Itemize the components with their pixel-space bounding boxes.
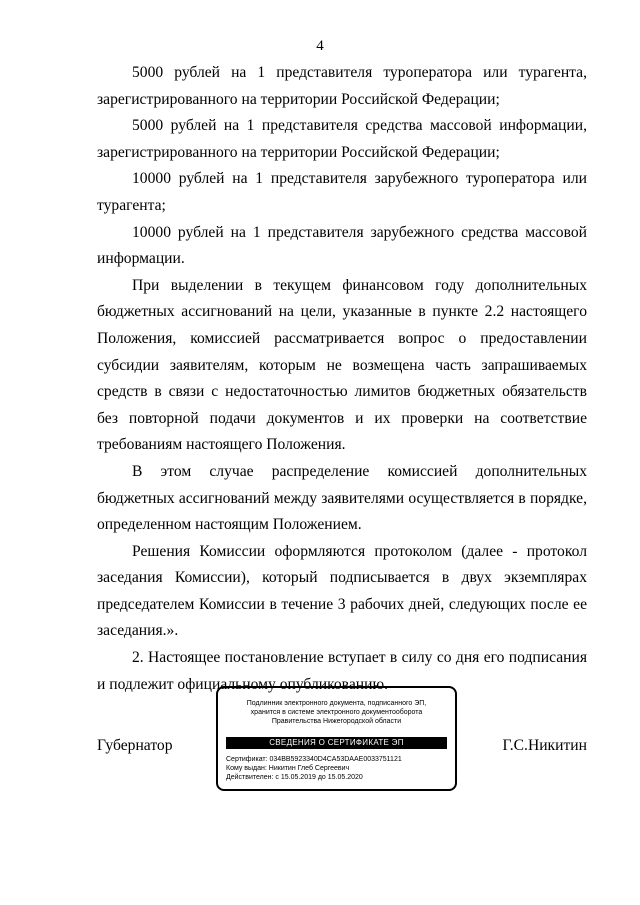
paragraph: При выделении в текущем финансовом году дополнительных бюджетных ассигнований на цели, указанные в пункте 2.2 настоящего Положения, комиссией рассматривается вопрос о предоставлении субсидии заявителям, которым не возмещена часть запрашиваемых средств в связи с недостаточностью лимитов бюджетных обязательств без повторной подачи документов и их проверки на соответствие требованиям настоящего Положения. xyxy=(97,276,587,454)
paragraph: 5000 рублей на 1 представителя средства массовой информации, зарегистрированного на территории Российской Федерации; xyxy=(97,117,587,161)
stamp-header-line: Подлинник электронного документа, подписанного ЭП, xyxy=(246,700,427,707)
stamp-title-band: СВЕДЕНИЯ О СЕРТИФИКАТЕ ЭП xyxy=(226,737,447,749)
certificate-number: Сертификат: 034BB5923340D4CA53DAAE0033751121 xyxy=(226,756,402,763)
paragraph: В этом случае распределение комиссией дополнительных бюджетных ассигнований между заявителями осуществляется в порядке, определенном настоящим Положением. xyxy=(97,462,587,534)
paragraph: 10000 рублей на 1 представителя зарубежного туроператора или турагента; xyxy=(97,170,587,214)
stamp-header xyxy=(226,699,447,726)
document-body xyxy=(97,60,587,698)
paragraph: 5000 рублей на 1 представителя туроператора или турагента, зарегистрированного на территории Российской Федерации; xyxy=(97,64,587,108)
paragraph: 10000 рублей на 1 представителя зарубежного средства массовой информации. xyxy=(97,223,587,268)
stamp-certificate-details xyxy=(226,755,447,782)
signatory-name: Г.С.Никитин xyxy=(502,737,587,754)
certificate-validity: Действителен: с 15.05.2019 до 15.05.2020 xyxy=(226,774,363,781)
stamp-header-line: Правительства Нижегородской области xyxy=(271,718,402,725)
paragraph: Решения Комиссии оформляются протоколом (далее - протокол заседания Комиссии), который подписывается в двух экземплярах председателем Комиссии в течение 3 рабочих дней, следующих после ее заседания.». xyxy=(97,542,587,640)
stamp-header-line: хранится в системе электронного документооборота xyxy=(250,709,423,716)
signatory-position: Губернатор xyxy=(97,737,173,754)
certificate-owner: Кому выдан: Никитин Глеб Сергеевич xyxy=(226,765,350,772)
paragraph: 2. Настоящее постановление вступает в силу со дня его подписания и подлежит официальному опубликованию. xyxy=(97,649,587,693)
page-number: 4 xyxy=(316,38,324,54)
electronic-signature-stamp xyxy=(216,686,457,791)
